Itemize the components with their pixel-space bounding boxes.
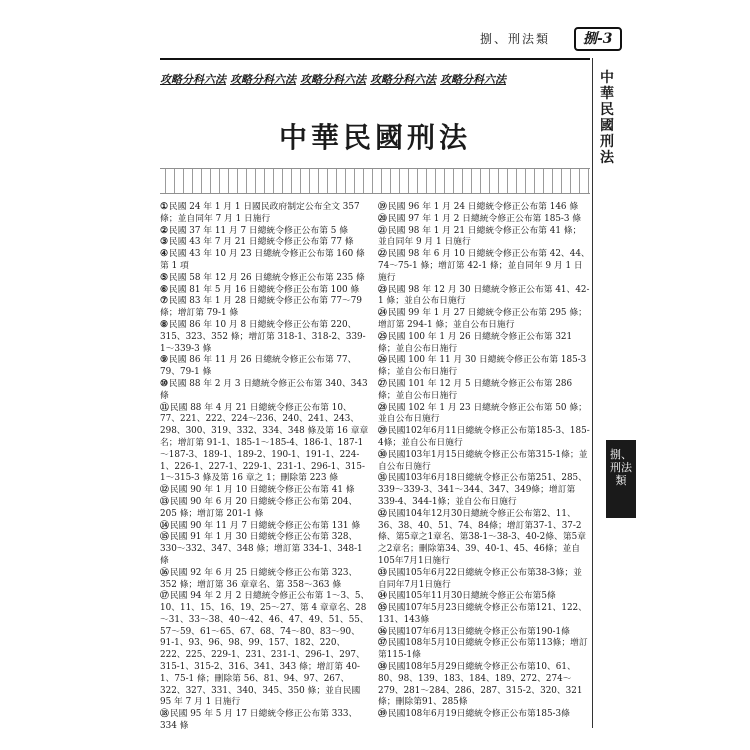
entry-number: ㉓ xyxy=(378,284,387,295)
amendment-entry xyxy=(378,709,590,721)
entry-number: ㉟ xyxy=(378,603,387,614)
entry-text: 民國 95 年 5 月 17 日總統令修正公布第 333、334 條 xyxy=(160,709,358,732)
banner-item: 攻略分科六法 xyxy=(370,73,436,86)
entry-number: ⑨ xyxy=(160,355,168,366)
page-title: 中華民國刑法 xyxy=(278,121,471,154)
entry-number: ⑫ xyxy=(160,485,169,496)
amendment-entry xyxy=(160,521,370,533)
entry-text: 民國107年5月23日總統令修正公布第121、122、131、143條 xyxy=(378,603,587,625)
amendment-entry xyxy=(378,332,590,356)
entry-number: ㉝ xyxy=(378,567,387,578)
entry-number: ㉖ xyxy=(378,355,387,366)
amendment-entry xyxy=(160,591,370,709)
page-number: 捌-3 xyxy=(574,27,622,51)
amendment-entry xyxy=(160,285,370,297)
entry-number: ㉞ xyxy=(378,591,387,602)
entry-text: 民國 97 年 1 月 2 日總統令修正公布第 185-3 條 xyxy=(387,213,582,224)
amendment-history-right xyxy=(378,202,590,721)
amendment-entry xyxy=(378,509,590,568)
top-banner xyxy=(160,67,590,91)
entry-number: ④ xyxy=(160,249,168,260)
entry-number: ㉑ xyxy=(378,225,387,236)
amendment-entry xyxy=(160,379,370,403)
entry-number: ㊲ xyxy=(378,638,387,649)
amendment-entry xyxy=(160,709,370,733)
amendment-entry xyxy=(160,202,370,226)
entry-text: 民國104年12月30日總統令修正公布第2、11、36、38、40、51、74、84條；增訂第37-1、37-2條、第5章之1章名、第38-1～38-3、40-2條、第5章之2章名；刪除第34、39、40-1、45、46條；並自105年7月1日施行 xyxy=(378,508,587,566)
entry-text: 民國 86 年 11 月 26 日總統令修正公布第 77、79、79-1 條 xyxy=(160,355,357,378)
amendment-entry xyxy=(160,485,370,497)
banner-item: 攻略分科六法 xyxy=(300,73,366,86)
amendment-entry xyxy=(160,296,370,320)
entry-number: ⑥ xyxy=(160,284,168,295)
entry-number: ⑬ xyxy=(160,496,169,507)
entry-text: 民國108年6月19日總統令修正公布第185-3條 xyxy=(387,709,570,720)
entry-text: 民國 96 年 1 月 24 日總統令修正公布第 146 條 xyxy=(387,202,579,212)
amendment-entry xyxy=(378,249,590,284)
amendment-entry xyxy=(378,214,590,226)
entry-text: 民國103年1月15日總統令修正公布第315-1條；並自公布日施行 xyxy=(378,449,588,472)
entry-text: 民國 88 年 2 月 3 日總統令修正公布第 340、343 條 xyxy=(160,378,368,401)
amendment-entry xyxy=(160,237,370,249)
side-chapter-tab: 捌、刑法類 xyxy=(606,440,636,518)
amendment-history-left xyxy=(160,202,370,733)
amendment-entry xyxy=(378,450,590,474)
entry-number: ⑱ xyxy=(160,709,169,720)
amendment-entry xyxy=(160,273,370,285)
entry-number: ㊴ xyxy=(378,709,387,720)
entry-number: ⑦ xyxy=(160,296,168,307)
entry-text: 民國 101 年 12 月 5 日總統令修正公布第 286 條；並自公布日施行 xyxy=(378,378,573,401)
amendment-entry xyxy=(160,568,370,592)
entry-number: ㉕ xyxy=(378,331,387,342)
amendment-entry xyxy=(160,532,370,567)
entry-text: 民國 92 年 6 月 25 日總統令修正公布第 323、352 條；增訂第 36 章章名、第 358～363 條 xyxy=(160,567,358,590)
entry-number: ㉔ xyxy=(378,308,387,319)
amendment-entry xyxy=(378,662,590,709)
entry-text: 民國 102 年 1 月 23 日總統令修正公布第 50 條；並自公布日施行 xyxy=(378,402,587,425)
amendment-entry xyxy=(378,285,590,309)
entry-number: ㊳ xyxy=(378,662,387,673)
entry-text: 民國 90 年 1 月 10 日總統令修正公布第 41 條 xyxy=(169,485,355,496)
amendment-entry xyxy=(378,638,590,662)
entry-number: ㉜ xyxy=(378,508,387,519)
entry-number: ② xyxy=(160,225,168,236)
entry-number: ㉙ xyxy=(378,426,387,437)
entry-number: ⑩ xyxy=(160,378,168,389)
header-divider xyxy=(160,58,590,60)
entry-number: ⑲ xyxy=(378,202,387,212)
entry-text: 民國 83 年 1 月 28 日總統令修正公布第 77～79 條；增訂第 79-1 條 xyxy=(160,296,362,319)
amendment-entry xyxy=(378,308,590,332)
entry-number: ⑧ xyxy=(160,319,168,330)
entry-text: 民國108年5月29日總統令修正公布第10、61、80、98、139、183、184、189、272、274～279、281～284、286、287、315-2、320、321條；刪除第91、285條 xyxy=(378,662,583,708)
amendment-entry xyxy=(160,320,370,355)
banner-item: 攻略分科六法 xyxy=(230,73,296,86)
entry-number: ㉚ xyxy=(378,449,387,460)
amendment-entry xyxy=(378,202,590,214)
entry-text: 民國 99 年 1 月 27 日總統令修正公布第 295 條；增訂第 294-1 條；並自公布日施行 xyxy=(378,308,587,330)
entry-text: 民國 24 年 1 月 1 日國民政府制定公布全文 357 條；並自同年 7 月 1 日施行 xyxy=(160,202,360,224)
entry-number: ⑰ xyxy=(160,591,169,602)
entry-number: ① xyxy=(160,202,168,212)
entry-number: ⑯ xyxy=(160,567,169,578)
entry-text: 民國102年6月11日總統令修正公布第185-3、185-4條；並自公布日施行 xyxy=(378,426,590,448)
amendment-entry xyxy=(378,591,590,603)
decorative-band xyxy=(160,168,590,194)
entry-text: 民國 98 年 12 月 30 日總統令修正公布第 41、42-1 條；並自公布日施行 xyxy=(378,284,590,307)
entry-text: 民國 94 年 2 月 2 日總統令修正公布第 1～3、5、10、11、15、16、19、25～27、第 4 章章名、28～31、33～38、40～42、46、47、49、51、55、57～59、61～65、67、68、74～80、83～90、91-1、93、96、98、99、157、182、220、222、225、229-1、231、231-1、296-1、297、315-1、315-2、316、341、343 條；增訂第 40-1、75-1 條；刪除第 56、81、94、97、267、322、327、331、340、345、350 條；並自民國 95 年 7 月 1 日施行 xyxy=(160,591,370,708)
entry-text: 民國 58 年 12 月 26 日總統令修正公布第 235 條 xyxy=(168,272,365,283)
amendment-entry xyxy=(160,249,370,273)
entry-text: 民國 37 年 11 月 7 日總統令修正公布第 5 條 xyxy=(168,225,348,236)
entry-number: ⑮ xyxy=(160,532,169,543)
entry-text: 民國 88 年 4 月 21 日總統令修正公布第 10、77、221、222、224～236、240、241、243、298、300、319、332、334、348 條及第 16 章章名；增訂第 91-1、185-1～185-4、186-1、187-1～187-3、189-1、189-2、190-1、191-1、224-1、226-1、227-1、229-1、231-1、296-1、315-1～315-3 條及第 16 章之 1；刪除第 223 條 xyxy=(160,402,369,484)
amendment-entry xyxy=(378,603,590,627)
entry-text: 民國 86 年 10 月 8 日總統令修正公布第 220、315、323、352 條；增訂第 318-1、318-2、339-1～339-3 條 xyxy=(160,319,366,354)
entry-number: ⑭ xyxy=(160,520,169,531)
amendment-entry xyxy=(160,226,370,238)
banner-item: 攻略分科六法 xyxy=(440,73,506,86)
entry-text: 民國 43 年 7 月 21 日總統令修正公布第 77 條 xyxy=(168,237,354,248)
header-chapter-label: 捌、刑法類 xyxy=(480,32,551,46)
entry-text: 民國103年6月18日總統令修正公布第251、285、339～339-3、341～344、347、349條；增訂第339-4、344-1條；並自公布日施行 xyxy=(378,473,587,507)
entry-text: 民國 43 年 10 月 23 日總統令修正公布第 160 條第 1 項 xyxy=(160,249,365,271)
entry-number: ㉒ xyxy=(378,249,387,260)
amendment-entry xyxy=(160,355,370,379)
amendment-entry xyxy=(378,226,590,250)
amendment-entry xyxy=(378,355,590,379)
amendment-entry xyxy=(160,403,370,486)
entry-number: ⑳ xyxy=(378,213,387,224)
amendment-entry xyxy=(378,627,590,639)
side-law-title: 中華民國刑法 xyxy=(600,70,614,166)
entry-number: ⑤ xyxy=(160,272,168,283)
entry-number: ⑪ xyxy=(160,402,169,413)
entry-text: 民國 98 年 6 月 10 日總統令修正公布第 42、44、74～75-1 條；增訂第 42-1 條；並自同年 9 月 1 日施行 xyxy=(378,249,590,283)
amendment-entry xyxy=(160,497,370,521)
entry-text: 民國108年5月10日總統令修正公布第113條；增訂第115-1條 xyxy=(378,638,588,661)
entry-text: 民國 100 年 11 月 30 日總統令修正公布第 185-3 條；並自公布日施行 xyxy=(378,355,587,378)
entry-text: 民國 81 年 5 月 16 日總統令修正公布第 100 條 xyxy=(168,284,360,295)
entry-text: 民國 90 年 6 月 20 日總統令修正公布第 204、205 條；增訂第 201-1 條 xyxy=(160,496,358,519)
entry-text: 民國107年6月13日總統令修正公布第190-1條 xyxy=(387,626,570,637)
amendment-entry xyxy=(378,568,590,592)
amendment-entry xyxy=(378,473,590,508)
entry-number: ㉗ xyxy=(378,378,387,389)
side-divider xyxy=(592,58,593,728)
entry-number: ③ xyxy=(160,237,168,248)
banner-item: 攻略分科六法 xyxy=(160,73,226,86)
amendment-entry xyxy=(378,403,590,427)
entry-text: 民國 91 年 1 月 30 日總統令修正公布第 328、330～332、347、348 條；增訂第 334-1、348-1 條 xyxy=(160,532,363,566)
entry-text: 民國105年6月22日總統令修正公布第38-3條；並自同年7月1日施行 xyxy=(378,567,582,590)
amendment-entry xyxy=(378,379,590,403)
entry-text: 民國105年11月30日總統令修正公布第5條 xyxy=(387,591,556,602)
entry-text: 民國 98 年 1 月 21 日總統令修正公布第 41 條；並自同年 9 月 1 日施行 xyxy=(378,225,582,248)
entry-number: ㉛ xyxy=(378,473,387,484)
entry-text: 民國 90 年 11 月 7 日總統令修正公布第 131 條 xyxy=(169,520,361,531)
entry-number: ㉘ xyxy=(378,402,387,413)
entry-number: ㊱ xyxy=(378,626,387,637)
amendment-entry xyxy=(378,426,590,450)
entry-text: 民國 100 年 1 月 26 日總統令修正公布第 321 條；並自公布日施行 xyxy=(378,331,573,354)
